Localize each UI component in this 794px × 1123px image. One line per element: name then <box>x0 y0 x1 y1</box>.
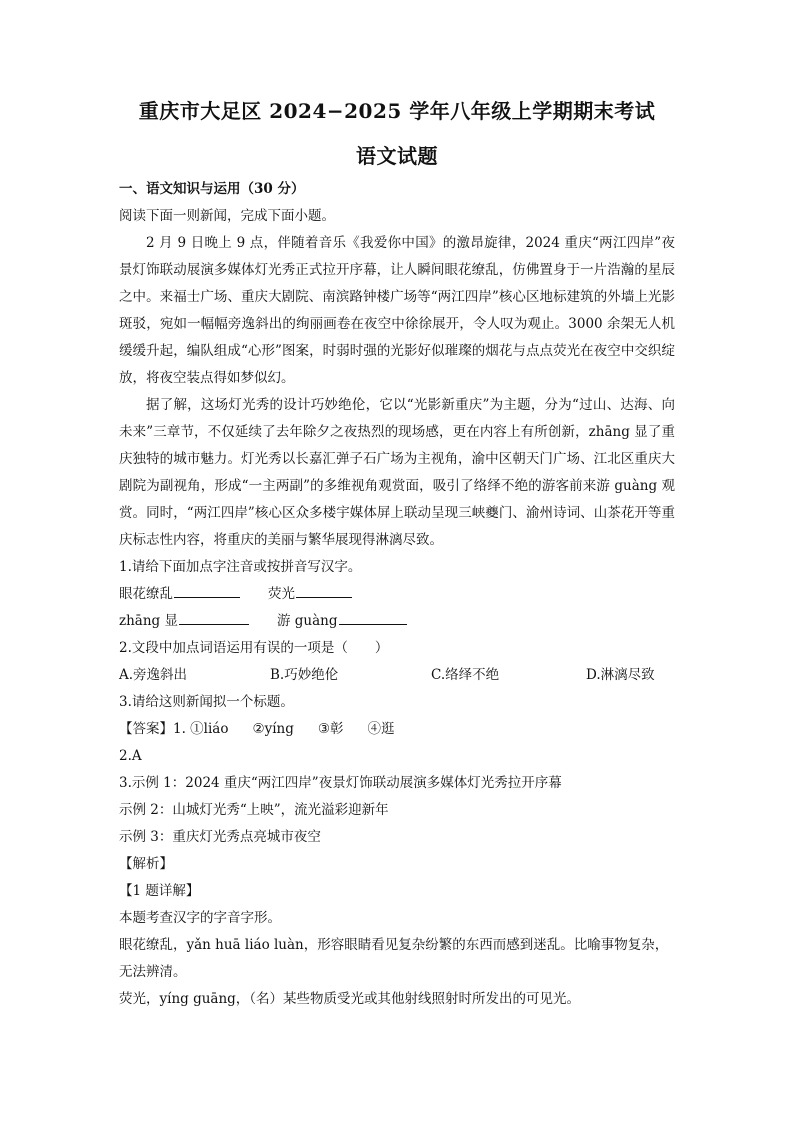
page-title: 重庆市大足区 2024−2025 学年八年级上学期期末考试 <box>138 99 656 123</box>
detail-text-2: 眼花缭乱，yǎn huā liáo luàn，形容眼睛看见复杂纷繁的东西而感到迷乱。比喻事物复杂，无法辨清。 <box>119 937 669 980</box>
answer-3-example-3: 示例 3：重庆灯光秀点亮城市夜空 <box>119 829 321 845</box>
document-body <box>119 176 675 1013</box>
news-paragraph-1: 2 月 9 日晚上 9 点，伴随着音乐《我爱你中国》的激昂旋律，2024 重庆“两江四岸”夜景灯饰联动展演多媒体灯光秀正式拉开序幕，让人瞬间眼花缭乱，仿佛置身于一片浩瀚的星辰之中。来福士广场、重庆大剧院、南滨路钟楼广场等“两江四岸”核心区地标建筑的外墙上光影斑驳，宛如一幅幅旁逸斜出的绚丽画卷在夜空中徐徐展开，令人叹为观止。3000 余架无人机缓缓升起，编队组成“心形”图案，时弱时强的光影好似璀璨的烟花与点点荧光在夜空中交织绽放，将夜空装点得如梦似幻。 <box>119 235 675 386</box>
reading-instruction: 阅读下面一则新闻，完成下面小题。 <box>119 208 335 224</box>
q1-item-b: 荧光 <box>268 586 295 602</box>
answer-label: 【答案】 <box>119 721 173 737</box>
q1-item-a: 眼花缭乱 <box>119 586 173 602</box>
answer-3-example-1: 3.示例 1：2024 重庆“两江四岸”夜景灯饰联动展演多媒体灯光秀拉开序幕 <box>119 775 562 791</box>
option-d: D.淋漓尽致 <box>586 667 655 683</box>
question-3: 3.请给这则新闻拟一个标题。 <box>119 694 294 710</box>
answer-2: 2.A <box>119 748 142 764</box>
q1-blank-c <box>179 610 249 625</box>
q1-item-c: zhāng 显 <box>119 613 178 629</box>
question-1-row-1 <box>119 581 675 608</box>
answer-1-part-3: ③彰 <box>317 721 344 737</box>
detail-text-1: 本题考查汉字的字音字形。 <box>119 910 281 926</box>
analysis-label: 【解析】 <box>119 856 173 872</box>
answer-3-example-2: 示例 2：山城灯光秀“上映”，流光溢彩迎新年 <box>119 802 389 818</box>
question-1: 1.请给下面加点字注音或按拼音写汉字。 <box>119 559 362 575</box>
option-c: C.络绎不绝 <box>431 667 500 683</box>
page-subtitle: 语文试题 <box>356 144 438 168</box>
question-2: 2.文段中加点词语运用有误的一项是（ ） <box>119 640 389 656</box>
answer-1-part-2: ②yíng <box>252 721 294 737</box>
news-paragraph-2: 据了解，这场灯光秀的设计巧妙绝伦，它以“光影新重庆”为主题，分为“过山、达海、向未来”三章节，不仅延续了去年除夕之夜热烈的现场感，更在内容上有所创新，zhāng 显了重庆独特的城市魅力。灯光秀以长嘉汇弹子石广场为主视角，渝中区朝天门广场、江北区重庆大剧院为副视角，形成“一主两副”的多维视角观赏面，吸引了络绎不绝的游客前来游 guàng 观赏。同时，“两江四岸”核心区众多楼宇媒体屏上联动呈现三峡夔门、渝州诗词、山茶花开等重庆标志性内容，将重庆的美丽与繁华展现得淋漓尽致。 <box>119 397 675 548</box>
q1-blank-d <box>339 610 407 625</box>
answer-1-part-4: ④逛 <box>367 721 395 737</box>
question-2-options <box>119 662 675 689</box>
detail-text-3: 荧光，yíng guāng，（名）某些物质受光或其他射线照射时所发出的可见光。 <box>119 991 581 1007</box>
answer-1-part-1: 1. ①liáo <box>173 721 229 737</box>
option-a: A.旁逸斜出 <box>119 667 188 683</box>
q1-blank-b <box>296 583 352 598</box>
answer-line-1 <box>119 716 675 743</box>
q1-item-d: 游 guàng <box>276 613 338 629</box>
q1-blank-a <box>174 583 240 598</box>
option-b: B.巧妙绝伦 <box>270 667 339 683</box>
question-1-row-2 <box>119 608 675 635</box>
section-heading: 一、语文知识与运用（30 分） <box>119 181 305 197</box>
detail-label: 【1 题详解】 <box>119 883 200 899</box>
